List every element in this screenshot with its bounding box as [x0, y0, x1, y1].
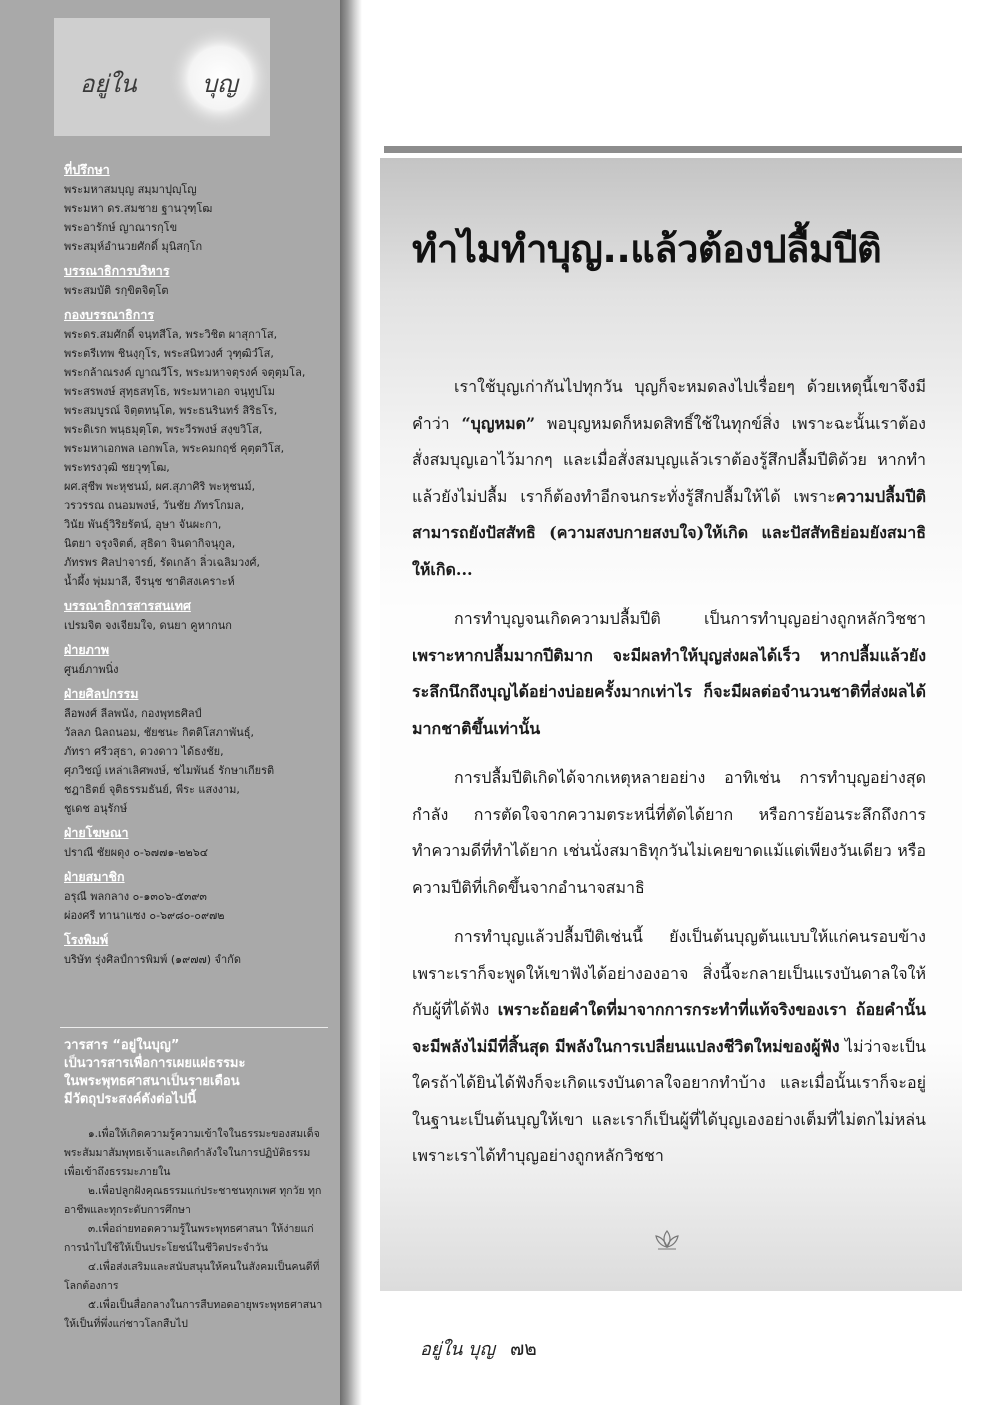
text-run: พอบุญหมดก็หมดสิทธิ์ใช้ในทุกข์สิ่ง เพราะฉะนั้นเราต้องสั่งสมบุญเอาไว้มากๆ และเมื่อสั่งสมบุญแล้วเราต้องรู้สึกปลื้มปีติด้วย หากทำแล้วยังไม่ปลื้ม เราก็ต้องทำอีกจนกระทั่งรู้สึกปลื้มให้ได้ เพราะ	[412, 413, 926, 506]
paragraph	[412, 760, 926, 906]
logo-text-b: บุญ	[202, 70, 238, 98]
header-rule	[384, 146, 962, 153]
staff-line: พระสมบัติ รกฺขิตจิตฺโต	[64, 284, 169, 297]
staff-line: พระมหาสมบุญ สมฺมาปุญฺโญ	[64, 183, 197, 196]
section-title: ฝ่ายสมาชิก	[64, 869, 125, 884]
staff-line: วัลลภ นิลถนอม, ชัยชนะ กิตติโสภาพันธุ์,	[64, 726, 254, 739]
staff-list	[64, 155, 326, 969]
staff-line: พระดร.สมศักดิ์ จนฺทสีโล, พระวิชิต ผาสุกาโส,	[64, 328, 278, 341]
staff-line: ปราณี ชัยผดุง ๐-๖๗๗๑-๒๒๖๔	[64, 846, 209, 859]
mission-item: ๔.เพื่อส่งเสริมและสนับสนุนให้คนในสังคมเป็นคนดีที่โลกต้องการ	[64, 1261, 320, 1292]
bold-run: เพราะถ้อยคำใดที่มาจากการกระทำที่แท้จริงของเรา ถ้อยคำนั้นจะมีพลังไม่มีที่สิ้นสุด มีพลังในการเปลี่ยนแปลงชีวิตใหม่ของผู้ฟัง	[412, 1000, 926, 1056]
mission-statement	[64, 1037, 326, 1334]
mission-title-line: เป็นวารสารเพื่อการเผยแผ่ธรรมะ	[64, 1056, 246, 1071]
staff-line: ภัทรพร ศิลปาจารย์, รัดเกล้า ลิ่วเฉลิมวงศ์,	[64, 556, 260, 569]
article-body	[412, 369, 926, 1188]
section-title: บรรณาธิการบริหาร	[64, 263, 170, 278]
staff-line: บริษัท รุ่งศิลป์การพิมพ์ (๑๙๗๗) จำกัด	[64, 953, 241, 966]
paragraph	[412, 601, 926, 747]
staff-line: พระมหาเอกพล เอกพโล, พระคมกฤช์ คุตฺตวิโส,	[64, 442, 285, 455]
article-title: ทำไมทำบุญ..แล้วต้องปลื้มปีติ	[412, 227, 882, 271]
bold-run: ความปลื้มปีติ สามารถยังปัสสัทธิ (ความสงบกายสงบใจ)ให้เกิด และปัสสัทธิย่อมยังสมาธิให้เกิด...	[412, 486, 926, 579]
staff-line: พระสมบูรณ์ จิตฺตทนฺโต, พระธนรินทร์ สิริธโร,	[64, 404, 278, 417]
section-title: บรรณาธิการสารสนเทศ	[64, 598, 191, 613]
magazine-logo	[54, 18, 270, 136]
mission-item: ๒.เพื่อปลูกฝังคุณธรรมแก่ประชาชนทุกเพศ ทุกวัย ทุกอาชีพและทุกระดับการศึกษา	[64, 1185, 322, 1216]
sidebar-shadow	[340, 0, 362, 1405]
sidebar	[0, 0, 340, 1405]
logo-text-a: อยู่ใน	[80, 70, 137, 98]
mission-title-line: มีวัตถุประสงค์ดังต่อไปนี้	[64, 1092, 197, 1107]
staff-line: วรวรรณ ถนอมพงษ์, วันชัย ภัทรโกมล,	[64, 499, 245, 512]
mission-item: ๑.เพื่อให้เกิดความรู้ความเข้าใจในธรรมะของสมเด็จพระสัมมาสัมพุทธเจ้าและเกิดกำลังใจในการปฏิบัติธรรม เพื่อเข้าถึงธรรมะภายใน	[64, 1128, 320, 1178]
text-run: การทำบุญจนเกิดความปลื้มปีติ เป็นการทำบุญอย่างถูกหลักวิชชา	[454, 609, 926, 628]
staff-line: พระทรงวุฒิ ชยวุฑฺโฒ,	[64, 461, 170, 474]
staff-line: วินัย พันธุ์วิริยรัตน์, อุษา จันผะกา,	[64, 518, 222, 531]
text-run: การทำบุญแล้วปลื้มปีติเช่นนี้ ยังเป็นต้นบุญต้นแบบให้แก่คนรอบข้าง เพราะเราก็จะพูดให้เขาฟังได้อย่างองอาจ สิ่งนี้จะกลายเป็นแรงบันดาลใจให้กับผู้ที่ได้ฟัง	[412, 927, 926, 1019]
staff-line: อรุณี พลกลาง ๐-๑๓๐๖-๕๓๙๓	[64, 890, 207, 903]
paragraph	[412, 919, 926, 1175]
staff-line: ลือพงศ์ ลีลพนัง, กองพุทธศิลป์	[64, 707, 202, 720]
staff-line: น้ำผึ้ง พุ่มมาลี, จีรนุช ชาติสงเคราะห์	[64, 575, 235, 588]
paragraph	[412, 369, 926, 588]
staff-line: พระสมุห์อำนวยศักดิ์ มุนิสกฺโก	[64, 240, 203, 253]
staff-line: ชฎาธิตย์ จุติธรรมธันย์, พีระ แสงงาม,	[64, 783, 240, 796]
text-run: การปลื้มปีติเกิดได้จากเหตุหลายอย่าง อาทิเช่น การทำบุญอย่างสุดกำลัง การตัดใจจากความตระหนี่ที่ตัดได้ยาก หรือการย้อนระลึกถึงการทำความดีที่ทำได้ยาก เช่นนั่งสมาธิทุกวันไม่เคยขาดแม้แต่เพียงวันเดียว หรือความปีติที่เกิดขึ้นจากอำนาจสมาธิ	[412, 768, 926, 897]
mission-title-line: วารสาร “อยู่ในบุญ”	[64, 1038, 180, 1053]
bold-run: เพราะหากปลื้มมากปีติมาก จะมีผลทำให้บุญส่งผลได้เร็ว หากปลื้มแล้วยังระลึกนึกถึงบุญได้อย่างบ่อยครั้งมากเท่าไร ก็จะมีผลต่อจำนวนชาติที่ส่งผลได้มากชาติขึ้นเท่านั้น	[412, 645, 926, 738]
staff-line: ชูเดช อนุรักษ์	[64, 802, 128, 815]
section-title: โรงพิมพ์	[64, 932, 109, 947]
section-title: ฝ่ายโฆษณา	[64, 825, 129, 840]
staff-line: ภัทรา ศรีวสุธา, ดวงดาว ได้ธงชัย,	[64, 745, 224, 758]
staff-line: พระอารักษ์ ญาณารกฺโข	[64, 221, 178, 234]
section-title: กองบรรณาธิการ	[64, 307, 155, 322]
mission-title-line: ในพระพุทธศาสนาเป็นรายเดือน	[64, 1074, 240, 1089]
staff-line: เปรมจิต จงเจียมใจ, ดนยา คูหากนก	[64, 619, 232, 632]
staff-line: ผศ.สุชีพ พะหุชนม์, ผศ.สุภาศิริ พะหุชนม์,	[64, 480, 256, 493]
text-run: เราใช้บุญเก่ากันไปทุกวัน บุญก็จะหมดลงไปเรื่อยๆ ด้วยเหตุนี้เขาจึงมีคำว่า	[412, 377, 926, 433]
footer-logo: อยู่ใน บุญ	[420, 1339, 495, 1360]
section-title: ฝ่ายภาพ	[64, 642, 110, 657]
page-number: ๗๒	[510, 1338, 537, 1360]
lotus-icon	[652, 1228, 682, 1252]
staff-line: ผ่องศรี ทานาแซง ๐-๖๙๘๐-๐๙๗๒	[64, 909, 225, 922]
staff-line: พระตรีเทพ ชินงฺกุโร, พระสนิทวงศ์ วุฑฺฒิวํโส,	[64, 347, 274, 360]
staff-line: นิตยา จรุงจิตต์, สุธิดา จินดากิจนุกูล,	[64, 537, 236, 550]
mission-item: ๕.เพื่อเป็นสื่อกลางในการสืบทอดอายุพระพุทธศาสนาให้เป็นที่พึ่งแก่ชาวโลกสืบไป	[64, 1299, 323, 1330]
section-title: ฝ่ายศิลปกรรม	[64, 686, 139, 701]
staff-line: พระกล้าณรงค์ ญาณวีโร, พระมหาจตุรงค์ จตุตฺมโล,	[64, 366, 306, 379]
section-title: ที่ปรึกษา	[64, 162, 110, 177]
staff-line: ศูนย์ภาพนิ่ง	[64, 663, 119, 676]
staff-line: ศุภวิชญ์ เหล่าเลิศพงษ์, ชไมพันธ์ รักษาเกียรติ	[64, 764, 275, 777]
sidebar-divider	[60, 1027, 328, 1028]
mission-item: ๓.เพื่อถ่ายทอดความรู้ในพระพุทธศาสนา ให้ง่ายแก่การนำไปใช้ให้เป็นประโยชน์ในชีวิตประจำวัน	[64, 1223, 314, 1254]
staff-line: พระมหา ดร.สมชาย ฐานวุฑฺโฒ	[64, 202, 213, 215]
text-run: ไม่ว่าจะเป็นใครถ้าได้ยินได้ฟังก็จะเกิดแรงบันดาลใจอยากทำบ้าง และเมื่อนั้นเราก็จะอยู่ในฐานะเป็นต้นบุญให้เขา และเราก็เป็นผู้ที่ได้บุญเองอย่างเต็มที่ไม่ตกไม่หล่น เพราะเราได้ทำบุญอย่างถูกหลักวิชชา	[412, 1036, 926, 1165]
staff-line: พระสรพงษ์ สุทฺธสทฺโธ, พระมหาเอก จนฺทูปโม	[64, 385, 275, 398]
staff-line: พระดิเรก พนฺธมุตฺโต, พระวีรพงษ์ สงฺขวิโส,	[64, 423, 263, 436]
bold-run: “บุญหมด”	[461, 413, 536, 433]
